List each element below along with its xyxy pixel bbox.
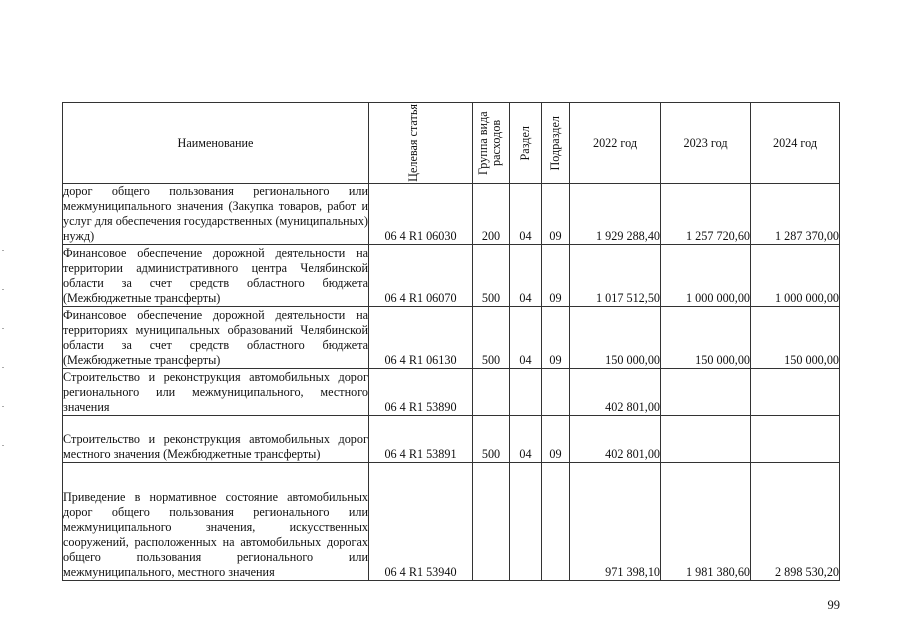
row-name: Строительство и реконструкция автомобильных дорог регионального или межмуниципального, местного значения — [63, 370, 368, 414]
row-subsection: 09 — [542, 245, 570, 307]
row-2022: 402 801,00 — [570, 416, 661, 463]
header-group — [473, 103, 510, 184]
row-2024: 2 898 530,20 — [751, 463, 840, 581]
header-subsection-label: Подраздел — [548, 115, 562, 171]
row-subsection: 09 — [542, 307, 570, 369]
row-section: 04 — [510, 307, 542, 369]
header-2024: 2024 год — [751, 103, 840, 184]
row-group: 200 — [473, 184, 510, 245]
row-name: Финансовое обеспечение дорожной деятельности на территории административного центра Челябинской области за счет средств областного бюджета (Межбюджетные трансферты) — [63, 246, 368, 305]
row-article: 06 4 R1 53891 — [369, 416, 473, 463]
row-section: 04 — [510, 245, 542, 307]
row-group: 500 — [473, 416, 510, 463]
row-name: дорог общего пользования регионального или межмуниципального значения (Закупка товаров, работ и услуг для обеспечения государственных (муниципальных) нужд) — [63, 184, 368, 243]
header-subsection — [542, 103, 570, 184]
row-2024: 1 287 370,00 — [751, 184, 840, 245]
row-2024: 1 000 000,00 — [751, 245, 840, 307]
table-header-row — [63, 103, 840, 184]
row-article: 06 4 R1 06030 — [369, 184, 473, 245]
table-row — [63, 463, 840, 581]
row-group — [473, 463, 510, 581]
table-row — [63, 416, 840, 463]
row-2023: 1 000 000,00 — [661, 245, 751, 307]
header-2022: 2022 год — [570, 103, 661, 184]
row-2022: 971 398,10 — [570, 463, 661, 581]
margin-scan-marks — [2, 250, 8, 484]
table-row — [63, 245, 840, 307]
header-article — [369, 103, 473, 184]
row-section — [510, 369, 542, 416]
table-row — [63, 307, 840, 369]
row-section: 04 — [510, 184, 542, 245]
row-2024: 150 000,00 — [751, 307, 840, 369]
row-2023 — [661, 416, 751, 463]
row-2022: 402 801,00 — [570, 369, 661, 416]
row-article: 06 4 R1 06130 — [369, 307, 473, 369]
header-name: Наименование — [63, 103, 369, 184]
row-name: Финансовое обеспечение дорожной деятельности на территориях муниципальных образований Челябинской области за счет средств областного бюджета (Межбюджетные трансферты) — [63, 308, 368, 367]
budget-table — [62, 102, 840, 581]
row-subsection — [542, 463, 570, 581]
table-row — [63, 369, 840, 416]
row-article: 06 4 R1 06070 — [369, 245, 473, 307]
row-2023: 150 000,00 — [661, 307, 751, 369]
row-2023 — [661, 369, 751, 416]
header-section — [510, 103, 542, 184]
header-section-label: Раздел — [518, 125, 532, 161]
header-2023: 2023 год — [661, 103, 751, 184]
row-section: 04 — [510, 416, 542, 463]
row-group: 500 — [473, 245, 510, 307]
row-2022: 1 929 288,40 — [570, 184, 661, 245]
row-2023: 1 257 720,60 — [661, 184, 751, 245]
row-name: Строительство и реконструкция автомобильных дорог местного значения (Межбюджетные трансферты) — [63, 416, 369, 463]
header-group-label: Группа вида расходов — [476, 111, 503, 175]
row-name: Приведение в нормативное состояние автомобильных дорог общего пользования регионального или межмуниципального значения, искусственных сооружений, расположенных на автомобильных дорогах общего пользования регионального или межмуниципального, местного значения — [63, 463, 369, 581]
row-article: 06 4 R1 53890 — [369, 369, 473, 416]
row-2023: 1 981 380,60 — [661, 463, 751, 581]
row-2024 — [751, 369, 840, 416]
row-section — [510, 463, 542, 581]
row-group: 500 — [473, 307, 510, 369]
row-subsection: 09 — [542, 184, 570, 245]
page-number: 99 — [827, 598, 840, 612]
row-2022: 1 017 512,50 — [570, 245, 661, 307]
row-2024 — [751, 416, 840, 463]
table-row — [63, 184, 840, 245]
header-article-label: Целевая статья — [405, 104, 420, 182]
row-article: 06 4 R1 53940 — [369, 463, 473, 581]
row-subsection — [542, 369, 570, 416]
row-2022: 150 000,00 — [570, 307, 661, 369]
row-subsection: 09 — [542, 416, 570, 463]
row-group — [473, 369, 510, 416]
